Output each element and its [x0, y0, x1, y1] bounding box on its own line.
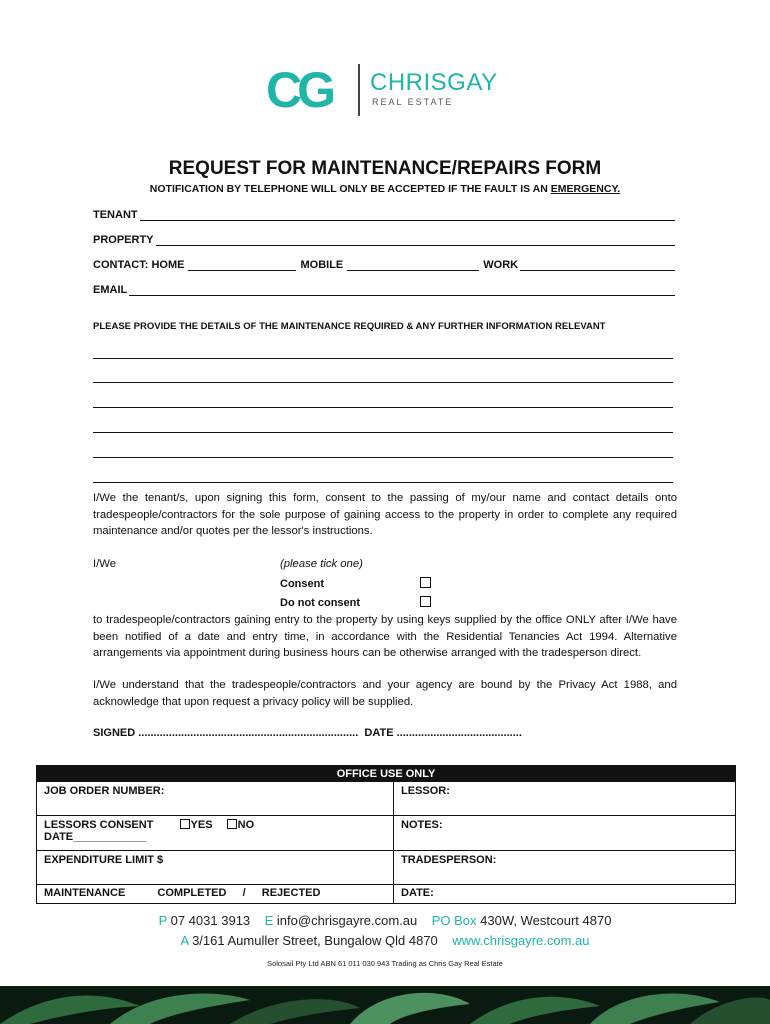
phone-number[interactable]: 07 4031 3913 — [170, 913, 251, 928]
work-label: WORK — [483, 259, 519, 271]
consent-label: Consent — [280, 578, 324, 590]
date-cell[interactable] — [394, 885, 735, 903]
table-row — [37, 815, 735, 850]
details-line[interactable] — [93, 432, 673, 433]
website-link[interactable]: www.chrisgayre.com.au — [452, 933, 590, 948]
lessors-consent-label: LESSORS CONSENT — [44, 819, 154, 831]
tick-hint: (please tick one) — [280, 558, 363, 570]
notice-emphasis: EMERGENCY. — [550, 183, 621, 195]
option-separator: / — [242, 887, 246, 899]
work-line[interactable] — [520, 260, 675, 271]
logo-brand — [370, 70, 498, 96]
no-consent-checkbox[interactable] — [420, 596, 431, 607]
contact-field[interactable] — [93, 255, 675, 271]
job-order-cell[interactable] — [37, 782, 394, 815]
tenant-field[interactable] — [93, 205, 675, 221]
email-line[interactable] — [129, 285, 675, 296]
logo-mark: CG — [266, 62, 331, 118]
mobile-label: MOBILE — [300, 259, 344, 271]
rejected-option[interactable]: REJECTED — [261, 887, 321, 899]
iwe-label: I/We — [93, 558, 117, 570]
email-address[interactable]: info@chrisgayre.com.au — [276, 913, 418, 928]
yes-label: YES — [190, 819, 213, 831]
signature-row[interactable] — [93, 727, 522, 739]
lessors-consent-cell[interactable] — [37, 816, 394, 850]
completed-option[interactable]: COMPLETED — [157, 887, 227, 899]
no-label: NO — [237, 819, 255, 831]
mobile-line[interactable] — [347, 260, 479, 271]
company-details: Solosail Pty Ltd ABN 61 011 030 943 Trading as Chris Gay Real Estate — [267, 959, 503, 968]
leaf-banner — [0, 986, 770, 1024]
property-label: PROPERTY — [93, 234, 154, 246]
po-box-label: PO Box — [431, 913, 477, 928]
yes-checkbox[interactable] — [180, 819, 190, 829]
lessor-cell[interactable] — [394, 782, 735, 815]
details-line[interactable] — [93, 407, 673, 408]
footer-address-line — [0, 933, 770, 948]
property-field[interactable] — [93, 230, 675, 246]
logo-subtitle: REAL ESTATE — [372, 97, 454, 107]
property-line[interactable] — [156, 235, 675, 246]
office-heading: OFFICE USE ONLY — [37, 766, 735, 782]
maintenance-label: MAINTENANCE — [44, 887, 126, 899]
notes-label: NOTES: — [401, 819, 443, 831]
notice-text: NOTIFICATION BY TELEPHONE WILL ONLY BE ACCEPTED IF THE FAULT IS AN — [149, 183, 551, 195]
phone-label: P — [158, 913, 167, 928]
logo-divider — [358, 64, 360, 116]
office-use-table — [36, 765, 736, 904]
company-logo — [266, 62, 506, 118]
email-label: EMAIL — [93, 284, 128, 296]
no-checkbox[interactable] — [227, 819, 237, 829]
expenditure-label: EXPENDITURE LIMIT $ — [44, 854, 164, 866]
tradesperson-label: TRADESPERSON: — [401, 854, 497, 866]
signed-line[interactable]: SIGNED ........................................................................ — [93, 727, 359, 739]
lessor-label: LESSOR: — [401, 785, 450, 797]
logo-brand-b: GAY — [447, 69, 498, 96]
logo-brand-a: CHRIS — [370, 69, 448, 96]
email-footer-label: E — [264, 913, 274, 928]
email-field[interactable] — [93, 280, 675, 296]
details-line[interactable] — [93, 382, 673, 383]
details-line[interactable] — [93, 457, 673, 458]
tenant-label: TENANT — [93, 209, 138, 221]
notes-cell[interactable] — [394, 816, 735, 850]
footer-contact-line — [0, 913, 770, 928]
no-consent-label: Do not consent — [280, 597, 361, 609]
consent-paragraph: I/We the tenant/s, upon signing this form, consent to the passing of my/our name and contact details onto tradespeople/contractors for the sole purpose of gaining access to the property in order to complete any required maintenance and/or quotes per the lessor's instructions. — [93, 492, 677, 537]
leaf-pattern-image — [0, 986, 770, 1024]
expenditure-cell[interactable] — [37, 851, 394, 884]
maintenance-cell[interactable] — [37, 885, 394, 903]
consent-checkbox[interactable] — [420, 577, 431, 588]
consent-date-line[interactable]: DATE____________ — [44, 831, 147, 843]
address-label: A — [180, 933, 189, 948]
details-line[interactable] — [93, 358, 673, 359]
home-label: CONTACT: HOME — [93, 259, 185, 271]
tradesperson-cell[interactable] — [394, 851, 735, 884]
form-title: REQUEST FOR MAINTENANCE/REPAIRS FORM — [168, 158, 602, 179]
office-date-label: DATE: — [401, 887, 434, 899]
job-order-label: JOB ORDER NUMBER: — [44, 785, 165, 797]
table-row — [37, 884, 735, 903]
po-box-value: 430W, Westcourt 4870 — [480, 913, 612, 928]
date-line[interactable]: DATE ......................................... — [364, 727, 522, 739]
table-row — [37, 850, 735, 884]
details-heading: PLEASE PROVIDE THE DETAILS OF THE MAINTENANCE REQUIRED & ANY FURTHER INFORMATION RELEVANT — [93, 321, 606, 332]
privacy-paragraph: I/We understand that the tradespeople/contractors and your agency are bound by the Privacy Act 1988, and acknowledge that upon request a privacy policy will be supplied. — [93, 679, 677, 708]
street-address: 3/161 Aumuller Street, Bungalow Qld 4870 — [192, 933, 438, 948]
tenant-line[interactable] — [140, 210, 675, 221]
table-row — [37, 782, 735, 815]
home-line[interactable] — [188, 260, 296, 271]
details-line[interactable] — [93, 482, 673, 483]
emergency-notice — [0, 183, 770, 195]
keys-paragraph: to tradespeople/contractors gaining entry to the property by using keys supplied by the office ONLY after I/We have been notified of a date and entry time, in accordance with the Residential Tenancies Act 1994. Alternative arrangements via appointment during business hours can be otherwise arranged with the tradesperson direct. — [93, 614, 677, 659]
